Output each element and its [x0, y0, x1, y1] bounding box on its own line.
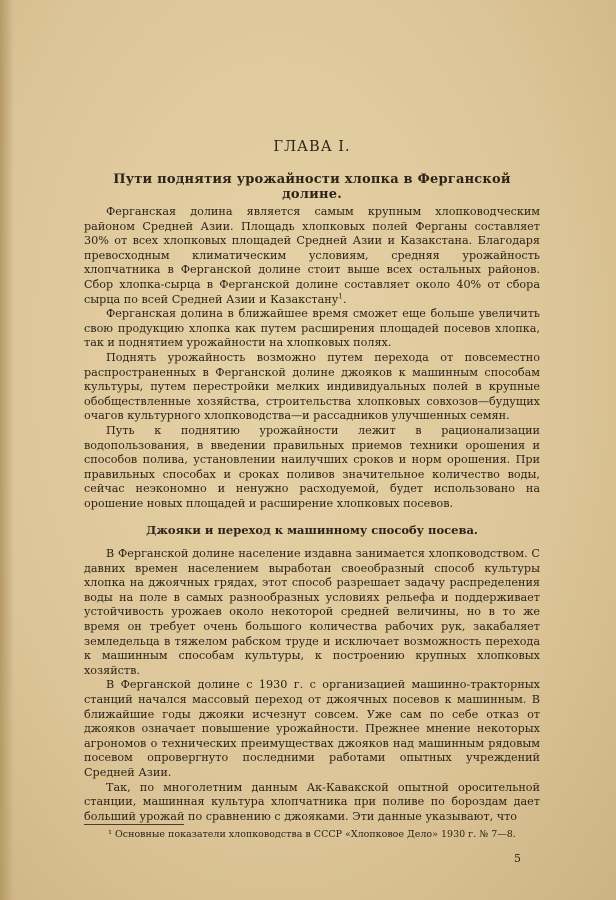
- paragraph-text: Ферганская долина является самым крупным хлопководческим районом Средней Азии. Площадь хлопковых полей Ферганы составляет 30% от всех хлопковых площадей Средней Азии и Казакстана. Благодаря превосходным климатическим условиям, средняя урожайность хлопчатника в Ферганской долине стоит выше всех остальных районов. Сбор хлопка-сырца в Ферганской долине составляет около 40% от сбора сырца по всей Средней Азии и Казакстану: [84, 205, 540, 306]
- paragraph: В Ферганской долине население издавна занимается хлопководством. С давних времен населением выработан своеобразный способ культуры хлопка на джоячных грядах, этот способ разрешает задачу распределения воды на поле в самых разнообразных условиях рельефа и поддерживает устойчивость урожаев около некоторой средней величины, но в то же время он требует очень большого количества рабочих рук, закабаляет земледельца в тяжелом рабском труде и исключает возможность перехода к машинным способам культуры, к построению крупных хлопковых хозяйств.: [84, 547, 540, 677]
- chapter-title: Пути поднятия урожайности хлопка в Ферганской долине.: [113, 172, 511, 202]
- paragraph: Ферганская долина в ближайшее время сможет еще больше увеличить свою продукцию хлопка как путем расширения площадей посевов хлопка, так и поднятием урожайности на хлопковых полях.: [84, 307, 540, 350]
- page-number: 5: [514, 852, 521, 865]
- paragraph: В Ферганской долине с 1930 г. с организацией машинно-тракторных станций начался массовый переход от джоячных посевов к машинным. В ближайшие годы джояки исчезнут совсем. Уже сам по себе отказ от джояков означает повышение урожайности. Прежнее мнение некоторых агрономов о технических преимуществах джояков над машинным рядовым посевом опровергнуто последними работами опытных учреждений Средней Азии.: [84, 678, 540, 779]
- section-heading: Джояки и переход к машинному способу посева.: [146, 523, 478, 538]
- paragraph: Так, по многолетним данным Ак-Кавакской опытной оросительной станции, машинная культура хлопчатника при поливе по бороздам дает больший урожай по сравнению с джояками. Эти данные указывают, что: [84, 780, 540, 823]
- paragraph: Путь к поднятию урожайности лежит в рационализации водопользования, в введении правильных приемов техники орошения и способов полива, установлении наилучших сроков и норм орошения. При правильных способах и сроках поливов значительное количество воды, сейчас неэкономно и ненужно расходуемой, будет использовано на орошение новых площадей и расширение хлопковых посевов.: [84, 423, 540, 510]
- footnote: ¹ Основные показатели хлопководства в СССР «Хлопковое Дело» 1930 г. № 7—8.: [108, 829, 516, 840]
- paragraph: Поднять урожайность возможно путем перехода от повсеместно распространенных в Ферганской долине джояков к машинным способам культуры, путем перестройки мелких индивидуальных полей в крупные обобществленные хозяйства, строительства хлопковых совхозов—будущих очагов культурного хлопководства—и рассадников улучшенных семян.: [84, 350, 540, 423]
- paragraph: Ферганская долина является самым крупным хлопководческим районом Средней Азии. Площадь хлопковых полей Ферганы составляет 30% от всех хлопковых площадей Средней Азии и Казакстана. Благодаря превосходным климатическим условиям, средняя урожайность хлопчатника в Ферганской долине стоит выше всех остальных районов. Сбор хлопка-сырца в Ферганской долине составляет около 40% от сбора сырца по всей Средней Азии и Казакстану$^1$.: [84, 205, 540, 306]
- chapter-heading: ГЛАВА I.: [273, 139, 351, 155]
- footnote-divider: [84, 824, 184, 825]
- footnote-reference: 1: [338, 291, 343, 300]
- page-edge-shadow: [0, 0, 14, 900]
- body-text: [84, 205, 540, 824]
